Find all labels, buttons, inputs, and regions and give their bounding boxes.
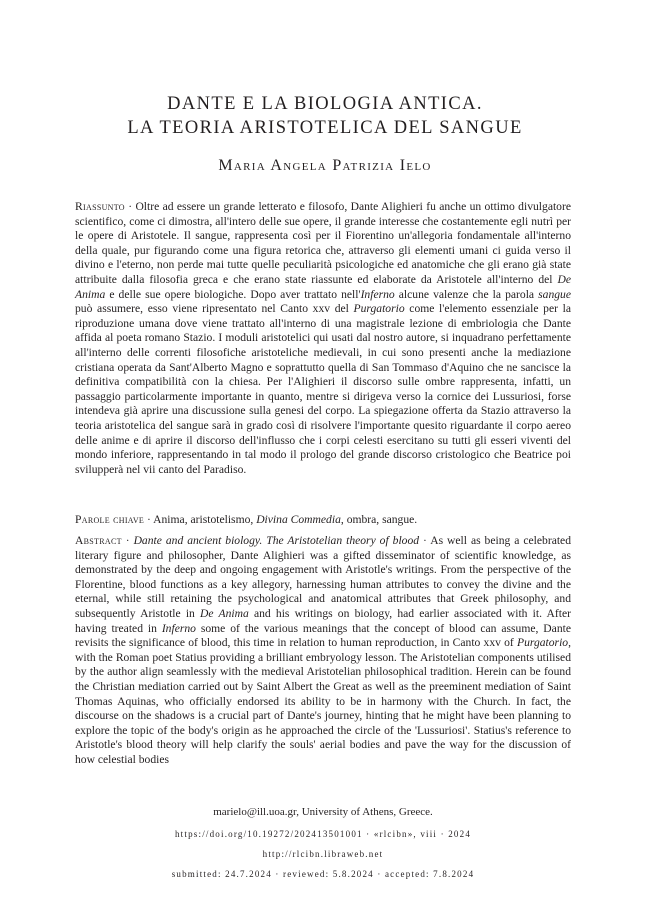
- article-title: [40, 92, 610, 140]
- doi-line: https://doi.org/10.19272/202413501001 · «rlcibn», viii · 2024: [174, 829, 472, 839]
- abstract-english-title: Dante and ancient biology. The Aristotelian theory of blood: [133, 534, 420, 547]
- submission-dates: submitted: 24.7.2024 · reviewed: 5.8.2024 · accepted: 7.8.2024: [171, 869, 475, 879]
- riassunto-section: [75, 200, 571, 477]
- abstract-section: [75, 534, 571, 768]
- keywords-paragraph: Parole chiave · Anima, aristotelismo, Divina Commedia, ombra, sangue.: [75, 513, 418, 526]
- title-line-1: DANTE E LA BIOLOGIA ANTICA.: [167, 94, 483, 114]
- title-line-2: LA TEORIA ARISTOTELICA DEL SANGUE: [127, 118, 523, 138]
- abstract-label: Abstract: [75, 534, 122, 547]
- keywords-label: Parole chiave: [75, 513, 145, 526]
- abstract-paragraph: Abstract · Dante and ancient biology. The Aristotelian theory of blood · As well as being a celebrated literary figure and philosopher, Dante Alighieri was a gifted disseminator of scientific knowledge, as demonstrated by the deep and ongoing engagement with Aristotle's writings. From the perspective of the Florentine, blood functions as a key allegory, harnessing human attributes to convey the divine and the eternal, while still retaining the psychological and anatomical attributes that Greek philosophy, and subsequently Aristotle in De Anima and his writings on biology, had earlier associated with it. After having treated in Inferno some of the various meanings that the concept of blood can assume, Dante revisits the significance of blood, this time in relation to human reproduction, in Canto xxv of Purgatorio, with the Roman poet Statius providing a brilliant embryology lesson. The Aristotelian components utilised by the author align seamlessly with the medieval Aristotelian philosophical tradition. Herein can be found the Christian mediation carried out by Saint Albert the Great as well as the preeminent mediation of Saint Thomas Aquinas, who officially endorsed its ability to be in harmony with the Church. In fact, the discourse on the shadows is a crucial part of Dante's journey, hinting that he might have been planning to explore the topic of the body's origin as he approached the circle of the 'Lussuriosi'. Statius's reference to Aristotle's blood theory will help clarify the souls' aerial bodies and pave the way for the discussion of how celestial bodies: [75, 534, 572, 766]
- riassunto-label: Riassunto: [75, 200, 125, 213]
- author-name: Maria Angela Patrizia Ielo: [218, 157, 432, 174]
- keywords-section: [75, 513, 571, 528]
- journal-url: http://rlcibn.libraweb.net: [262, 849, 384, 859]
- riassunto-paragraph: Riassunto · Oltre ad essere un grande letterato e filosofo, Dante Alighieri fu anche un ottimo divulgatore scientifico, come ci dimostra, all'intero delle sue opere, il grande interesse che costantemente egli nutrì per le opere di Aristotele. Il sangue, rappresenta così per il Fiorentino un'allegoria fondamentale all'interno della quale, pur figurando come una figura retorica che, attraverso gli elementi umani ci guida verso il divino e l'eterno, non perde mai tutte quelle peculiarità psicologiche ed anatomiche che gli erano già state attribuite dalla filosofia greca e che erano state riassunte ed elaborate da Aristotele all'interno del De Anima e delle sue opere biologiche. Dopo aver trattato nell'Inferno alcune valenze che la parola sangue può assumere, esso viene ripresentato nel Canto xxv del Purgatorio come l'elemento essenziale per la riproduzione umana dove viene trattato all'interno di una magistrale lezione di embriologia che Dante affida al poeta romano Stazio. I moduli aristotelici qui usati dal nostro autore, si inquadrano perfettamente all'interno delle correnti filosofiche aristoteliche medievali, in cui sono presenti anche la mediazione cristiana operata da Sant'Alberto Magno e soprattutto quella di San Tommaso d'Aquino che ne sancisce la definitiva compatibilità con la chiesa. Per l'Alighieri il discorso sulle ombre rappresenta, infatti, un passaggio particolarmente importante in quanto, mentre si dirigeva verso la cornice dei Lussuriosi, forse intendeva già aprire una discussione sulla genesi del corpo. La spiegazione offerta da Stazio attraverso la teoria aristotelica del sangue sarà in grado così di risolvere l'importante quesito riguardante il corpo aereo delle anime e di aprire il discorso dell'influsso che i corpi celesti esercitano su tutti gli esseri viventi del mondo inferiore, rappresentando in tal modo il prologo del grande discorso cristologico che Beatrice poi svilupperà nel vii canto del Paradiso.: [75, 200, 571, 476]
- author-email-affiliation: marielo@ill.uoa.gr, University of Athens, Greece.: [213, 806, 433, 818]
